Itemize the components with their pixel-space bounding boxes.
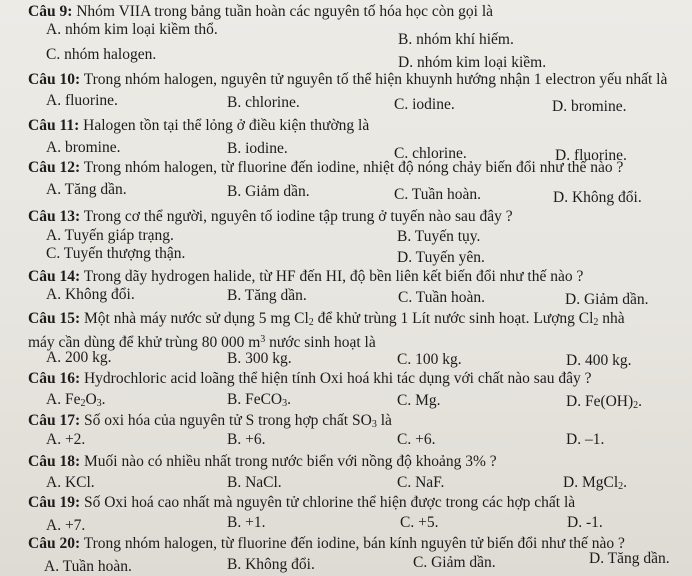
question-11 <box>28 117 369 135</box>
question-text: Trong cơ thể người, nguyên tố iodine tập trung ở tuyến nào sau đây ? <box>83 208 513 225</box>
option-a: A. KCl. <box>46 474 95 491</box>
question-13 <box>28 208 513 226</box>
option-b: B. iodine. <box>227 140 288 157</box>
option-c: C. +6. <box>397 431 436 448</box>
option-d <box>563 474 627 496</box>
option-d: D. –1. <box>566 431 605 448</box>
question-16 <box>28 370 591 388</box>
option-a <box>46 391 106 413</box>
question-15 <box>28 310 625 332</box>
option-d: D. 400 kg. <box>566 352 632 369</box>
option-a: A. Tăng dần. <box>46 181 127 198</box>
option-d: D. nhóm kim loại kiềm. <box>398 54 547 71</box>
option-text: B. FeCO <box>227 391 283 408</box>
question-text: Số oxi hóa của nguyên tử S trong hợp chất SO <box>83 412 372 429</box>
option-b: B. nhóm khí hiếm. <box>398 31 514 48</box>
option-d: D. Giảm dần. <box>565 291 649 308</box>
question-number: Câu 13: <box>28 208 81 225</box>
option-d: D. fluorine. <box>555 147 627 164</box>
option-d: D. -1. <box>567 514 603 531</box>
question-number: Câu 9: <box>28 3 73 20</box>
question-text: Một nhà máy nước sử dụng 5 mg Cl <box>83 310 309 327</box>
option-text: O <box>85 391 97 408</box>
option-a: A. Không đổi. <box>46 286 135 303</box>
option-c: C. Mg. <box>397 392 441 409</box>
option-c: C. Tuần hoàn. <box>398 289 485 306</box>
option-c: C. nhóm halogen. <box>46 46 157 63</box>
question-19 <box>28 494 575 512</box>
question-number: Câu 15: <box>28 310 81 327</box>
question-number: Câu 12: <box>28 159 81 176</box>
option-c: C. NaF. <box>397 474 445 491</box>
question-number: Câu 18: <box>28 453 81 470</box>
option-c: C. Giảm dần. <box>413 554 496 571</box>
option-b: B. Giảm dần. <box>227 183 310 200</box>
option-a: A. fluorine. <box>46 92 118 109</box>
question-20 <box>28 535 625 553</box>
subscript: 2 <box>633 400 639 411</box>
option-d: D. Tuyến yên. <box>397 249 485 266</box>
option-text: . <box>623 474 627 491</box>
option-c: C. 100 kg. <box>397 351 462 368</box>
question-14 <box>28 268 583 286</box>
option-text: . <box>287 391 291 408</box>
question-number: Câu 19: <box>28 494 81 511</box>
question-12 <box>28 159 623 177</box>
option-text: . <box>101 391 106 408</box>
option-text: D. MgCl <box>563 474 619 491</box>
question-text: Trong dãy hydrogen halide, từ HF đến HI, độ bền liên kết biến đổi như thế nào ? <box>83 268 584 285</box>
option-b: B. Tăng dần. <box>227 287 307 304</box>
option-c: C. Tuần hoàn. <box>394 186 481 203</box>
subscript: 2 <box>618 481 624 492</box>
option-c: C. +5. <box>400 514 439 531</box>
subscript: 3 <box>371 419 377 430</box>
question-number: Câu 10: <box>28 71 81 88</box>
subscript: 2 <box>593 317 599 328</box>
option-a: A. 200 kg. <box>46 349 112 366</box>
option-text: . <box>638 393 643 410</box>
option-b: B. +6. <box>227 431 266 448</box>
option-a: A. +2. <box>46 431 86 448</box>
question-number: Câu 20: <box>28 535 81 552</box>
option-text: A. Fe <box>46 391 81 408</box>
option-d: D. Tăng dần. <box>589 550 670 567</box>
question-text: Hydrochloric acid loãng thể hiện tính Oxi hoá khi tác dụng với chất nào sau đây ? <box>83 370 592 387</box>
question-text: Halogen tồn tại thể lỏng ở điều kiện thường là <box>83 117 370 134</box>
question-18 <box>28 453 497 471</box>
option-b: B. 300 kg. <box>227 350 292 367</box>
option-d <box>566 393 642 415</box>
option-b <box>227 391 291 413</box>
subscript: 3 <box>282 398 288 409</box>
option-a: A. Tuyến giáp trạng. <box>46 227 174 244</box>
option-d: D. Không đổi. <box>553 189 642 206</box>
question-text: để khử trùng 1 Lít nước sinh hoạt. Lượng Cl <box>313 310 594 327</box>
question-text: là <box>376 412 392 429</box>
subscript: 2 <box>308 317 314 328</box>
question-text: Muối nào có nhiều nhất trong nước biển với nồng độ khoảng 3% ? <box>83 453 497 470</box>
question-10 <box>28 71 667 89</box>
option-b: B. Không đổi. <box>227 556 315 573</box>
question-9 <box>28 3 493 21</box>
option-b: B. Tuyến tụy. <box>397 228 481 245</box>
question-number: Câu 16: <box>28 370 81 387</box>
question-text: Nhóm VIIA trong bảng tuần hoàn các nguyên tố hóa học còn gọi là <box>76 3 494 20</box>
question-text: Trong nhóm halogen, nguyên tử nguyên tố thể hiện khuynh hướng nhận 1 electron yếu nhất là <box>83 71 668 88</box>
question-number: Câu 14: <box>28 268 81 285</box>
option-text: D. Fe(OH) <box>566 393 634 410</box>
superscript: 3 <box>260 334 266 345</box>
option-a: A. bromine. <box>46 139 121 156</box>
subscript: 3 <box>96 398 102 409</box>
option-b: B. +1. <box>227 514 266 531</box>
option-b: B. chlorine. <box>227 94 300 111</box>
question-text: Trong nhóm halogen, từ fluorine đến iodine, nhiệt độ nóng chảy biến đổi như thế nào ? <box>83 159 624 176</box>
question-text: nhà <box>598 310 625 327</box>
subscript: 2 <box>80 398 86 409</box>
option-c: C. iodine. <box>394 96 455 113</box>
option-d: D. bromine. <box>552 98 627 115</box>
option-b: B. NaCl. <box>227 474 282 491</box>
option-a: A. +7. <box>46 517 86 534</box>
option-c: C. chlorine. <box>394 145 467 162</box>
question-text: nước sinh hoạt là <box>265 334 376 351</box>
question-text: máy cần dùng để khử trùng 80 000 m <box>28 334 261 351</box>
option-a: A. Tuần hoàn. <box>44 558 132 575</box>
question-number: Câu 17: <box>28 412 81 429</box>
question-text: Trong nhóm halogen, từ fluorine đến iodine, bán kính nguyên tử biến đổi như thế nào ? <box>83 535 625 552</box>
question-number: Câu 11: <box>28 117 80 134</box>
option-c: C. Tuyến thượng thận. <box>46 245 186 262</box>
question-text: Số Oxi hoá cao nhất mà nguyên tử chlorine thể hiện được trong các hợp chất là <box>83 494 576 511</box>
option-a: A. nhóm kim loại kiềm thổ. <box>46 21 218 38</box>
